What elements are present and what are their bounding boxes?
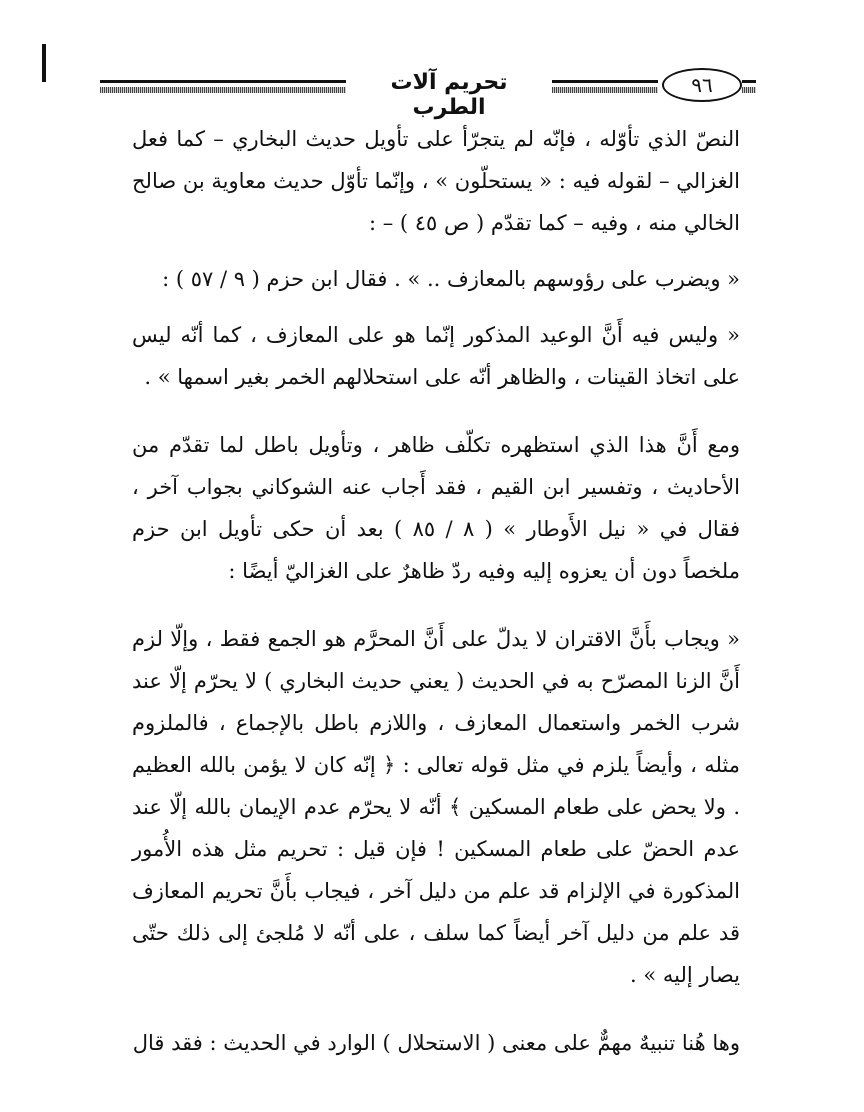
page-header	[100, 66, 756, 120]
page-number: ٩٦	[662, 68, 742, 102]
margin-mark	[42, 44, 46, 82]
paragraph-3: « وليس فيه أَنَّ الوعيد المذكور إنّما هو على المعازف ، كما أنّه ليس على اتخاذ القينات ، والظاهر أنّه على استحلالهم الخمر بغير اسمها » .	[132, 323, 740, 389]
running-title: تحريم آلات الطرب	[390, 70, 508, 120]
paragraph-1: النصّ الذي تأوّله ، فإنّه لم يتجرّأ على تأويل حديث البخاري – كما فعل الغزالي – لقوله فيه : « يستحلّون » ، وإنّما تأوّل حديث معاوية بن صالح الخالي منه ، وفيه – كما تقدّم ( ص ٤٥ ) – :	[132, 127, 740, 235]
header-rule-shade-left	[100, 87, 346, 93]
header-rule-top-right	[742, 80, 756, 83]
header-rule-shade-middle	[552, 87, 658, 93]
paragraph-2: « ويضرب على رؤوسهم بالمعازف .. » . فقال ابن حزم ( ٩ / ٥٧ ) :	[162, 267, 740, 291]
header-rule-top-middle	[552, 80, 658, 83]
paragraph-5: « ويجاب بأَنَّ الاقتران لا يدلّ على أَنَّ المحرَّم هو الجمع فقط ، وإلّا لزم أَنَّ الزنا المصرّح به في الحديث ( يعني حديث البخاري ) لا يحرّم إلّا عند شرب الخمر واستعمال المعازف ، واللازم باطل بالإجماع ، فالملزوم مثله ، وأيضاً يلزم في مثل قوله تعالى : ﴿ إنّه كان لا يؤمن بالله العظيم . ولا يحض على طعام المسكين ﴾ أنّه لا يحرّم عدم الإيمان بالله إلّا عند عدم الحضّ على طعام المسكين ! فإن قيل : تحريم مثل هذه الأُمور المذكورة في الإلزام قد علم من دليل آخر ، فيجاب بأَنَّ تحريم المعازف قد علم من دليل آخر أيضاً كما سلف ، على أنّه لا مُلجئ إلى ذلك حتّى يصار إليه » .	[132, 627, 740, 987]
header-rule-shade-right	[742, 87, 756, 93]
header-rule-top-left	[100, 80, 346, 83]
page-body	[132, 118, 740, 1090]
paragraph-6: وها هُنا تنبيهٌ مهمٌّ على معنى ( الاستحلال ) الوارد في الحديث : فقد قال	[132, 1031, 740, 1055]
paragraph-4: ومع أَنَّ هذا الذي استظهره تكلّف ظاهر ، وتأويل باطل لما تقدّم من الأحاديث ، وتفسير ابن القيم ، فقد أَجاب عنه الشوكاني بجواب آخر ، فقال في « نيل الأَوطار » ( ٨ / ٨٥ ) بعد أن حكى تأويل ابن حزم ملخصاً دون أن يعزوه إليه وفيه ردّ ظاهرٌ على الغزاليّ أيضًا :	[132, 433, 740, 583]
